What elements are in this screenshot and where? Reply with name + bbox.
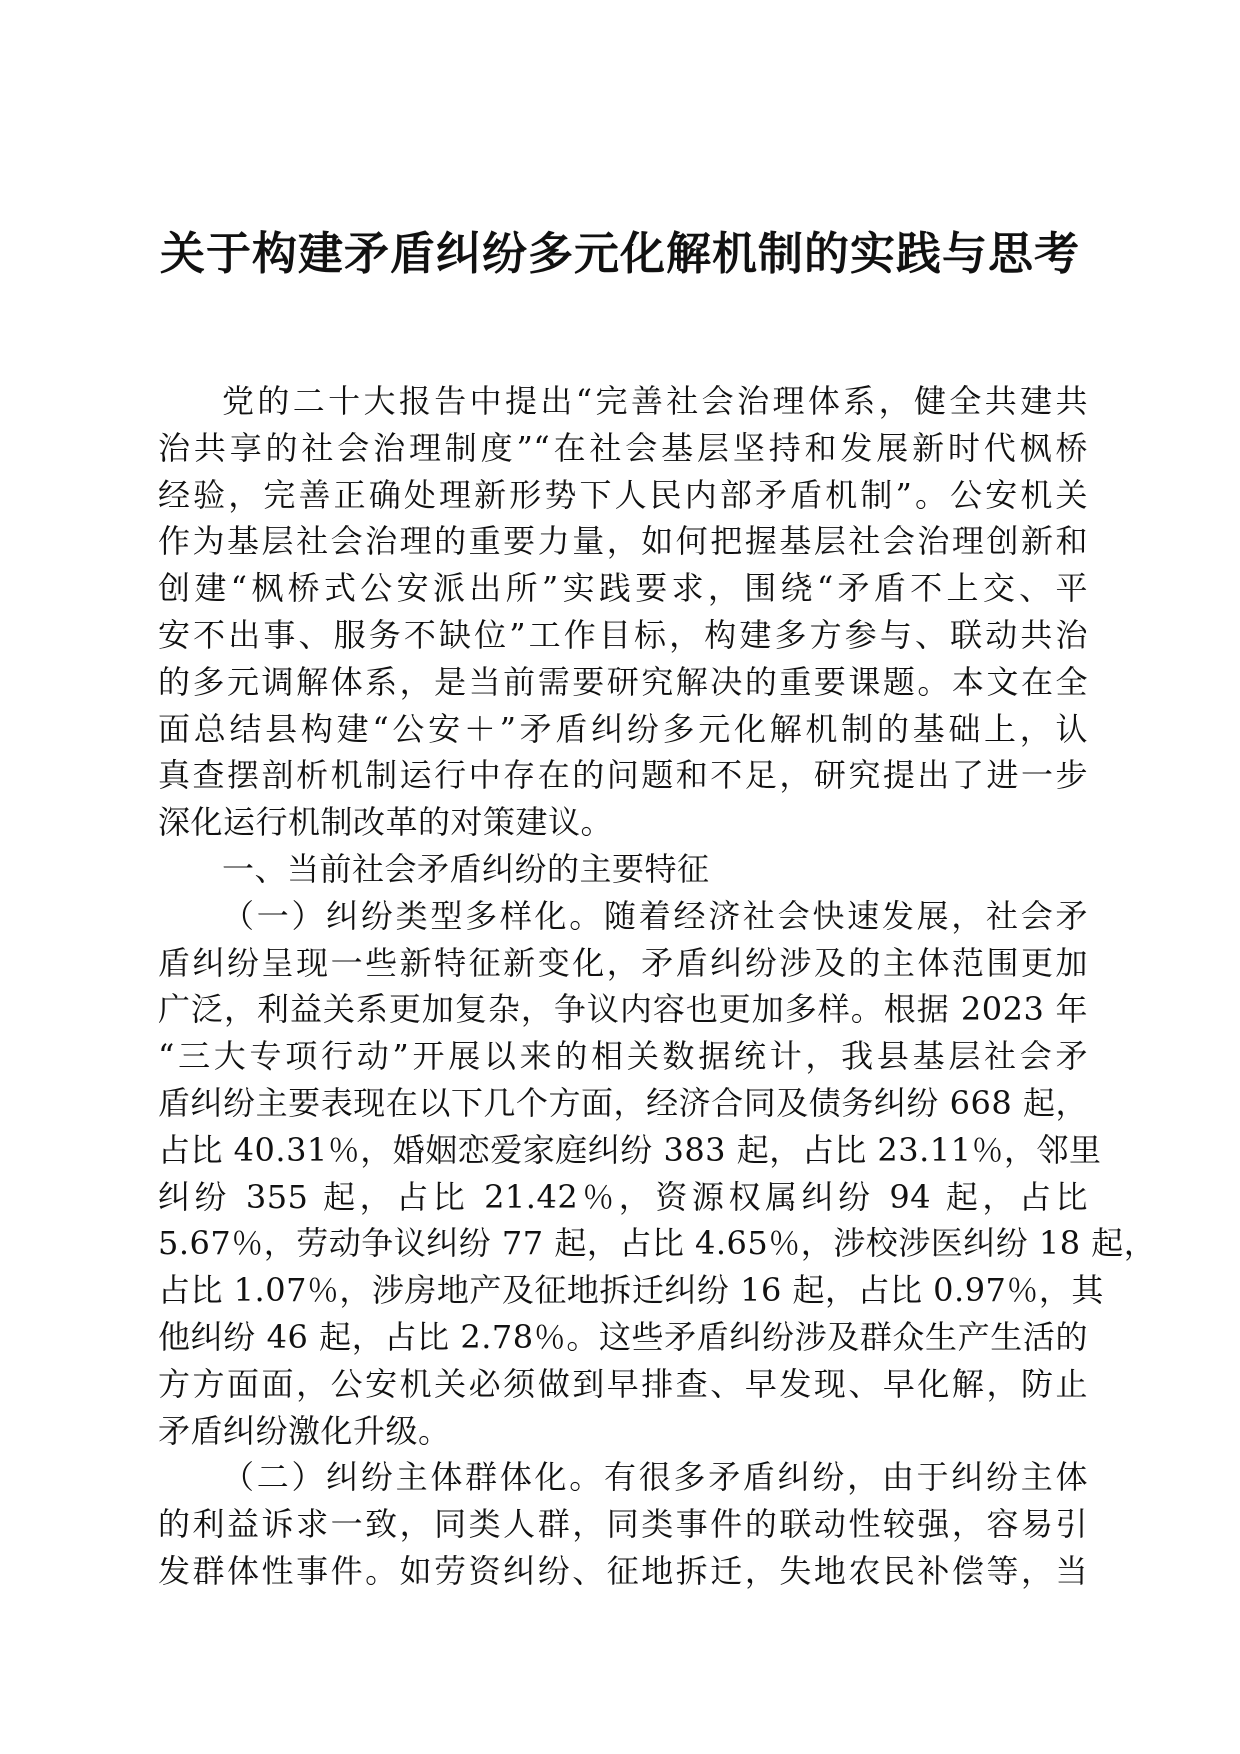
paragraph-1-line: 面总结县构建“公安＋”矛盾纠纷多元化解机制的基础上，认 bbox=[158, 709, 1088, 748]
document-body bbox=[158, 378, 1157, 1595]
paragraph-2-first-line-text: 随着经济社会快速发展，社会矛 bbox=[604, 896, 1088, 935]
paragraph-1-line: 深化运行机制改革的对策建议。 bbox=[158, 803, 614, 842]
paragraph-1-line: 的多元调解体系，是当前需要研究解决的重要课题。本文在全 bbox=[158, 662, 1088, 701]
paragraph-1-line: 安不出事、服务不缺位”工作目标，构建多方参与、联动共治 bbox=[158, 615, 1088, 654]
paragraph-1-line: 经验，完善正确处理新形势下人民内部矛盾机制”。公安机关 bbox=[158, 475, 1088, 514]
paragraph-2-line: 纠纷 355 起，占比 21.42％，资源权属纠纷 94 起，占比 bbox=[158, 1177, 1088, 1216]
paragraph-2-line: 盾纠纷主要表现在以下几个方面，经济合同及债务纠纷 668 起， bbox=[158, 1083, 1088, 1122]
paragraph-1-line: 作为基层社会治理的重要力量，如何把握基层社会治理创新和 bbox=[158, 522, 1088, 561]
paragraph-1-line: 真查摆剖析机制运行中存在的问题和不足，研究提出了进一步 bbox=[158, 756, 1088, 795]
paragraph-2-line: 矛盾纠纷激化升级。 bbox=[158, 1411, 451, 1450]
paragraph-2-line: 方方面面，公安机关必须做到早排查、早发现、早化解，防止 bbox=[158, 1364, 1088, 1403]
paragraph-2-line: 广泛，利益关系更加复杂，争议内容也更加多样。根据 2023 年 bbox=[158, 990, 1088, 1029]
paragraph-2-line: 5.67％，劳动争议纠纷 77 起，占比 4.65％，涉校涉医纠纷 18 起， bbox=[158, 1224, 1157, 1263]
paragraph-3-line: 发群体性事件。如劳资纠纷、征地拆迁，失地农民补偿等，当 bbox=[158, 1551, 1088, 1590]
paragraph-2-subheading: （一）纠纷类型多样化。 bbox=[222, 896, 605, 935]
paragraph-3-line: 的利益诉求一致，同类人群，同类事件的联动性较强，容易引 bbox=[158, 1505, 1088, 1544]
paragraph-2-line: 盾纠纷呈现一些新特征新变化，矛盾纠纷涉及的主体范围更加 bbox=[158, 943, 1088, 982]
paragraph-1-line: 治共享的社会治理制度”“在社会基层坚持和发展新时代枫桥 bbox=[158, 428, 1088, 467]
paragraph-2-first-line bbox=[158, 893, 1088, 940]
document-title: 关于构建矛盾纠纷多元化解机制的实践与思考 bbox=[159, 227, 1080, 280]
paragraph-2-line: 占比 1.07％，涉房地产及征地拆迁纠纷 16 起，占比 0.97％，其 bbox=[158, 1271, 1104, 1310]
paragraph-3-first-line-text: 有很多矛盾纠纷，由于纠纷主体 bbox=[604, 1458, 1088, 1497]
paragraph-3-subheading: （二）纠纷主体群体化。 bbox=[222, 1458, 605, 1497]
paragraph-2-line: “三大专项行动”开展以来的相关数据统计，我县基层社会矛 bbox=[158, 1037, 1088, 1076]
paragraph-1-line: 创建“枫桥式公安派出所”实践要求，围绕“矛盾不上交、平 bbox=[158, 569, 1088, 608]
paragraph-2-line: 他纠纷 46 起，占比 2.78％。这些矛盾纠纷涉及群众生产生活的 bbox=[158, 1317, 1088, 1356]
section-1-heading: 一、当前社会矛盾纠纷的主要特征 bbox=[222, 849, 710, 888]
paragraph-2-line: 占比 40.31％，婚姻恋爱家庭纠纷 383 起，占比 23.11％，邻里 bbox=[158, 1130, 1102, 1169]
paragraph-1-line: 党的二十大报告中提出“完善社会治理体系，健全共建共 bbox=[222, 382, 1088, 420]
paragraph-3-first-line bbox=[158, 1454, 1088, 1501]
